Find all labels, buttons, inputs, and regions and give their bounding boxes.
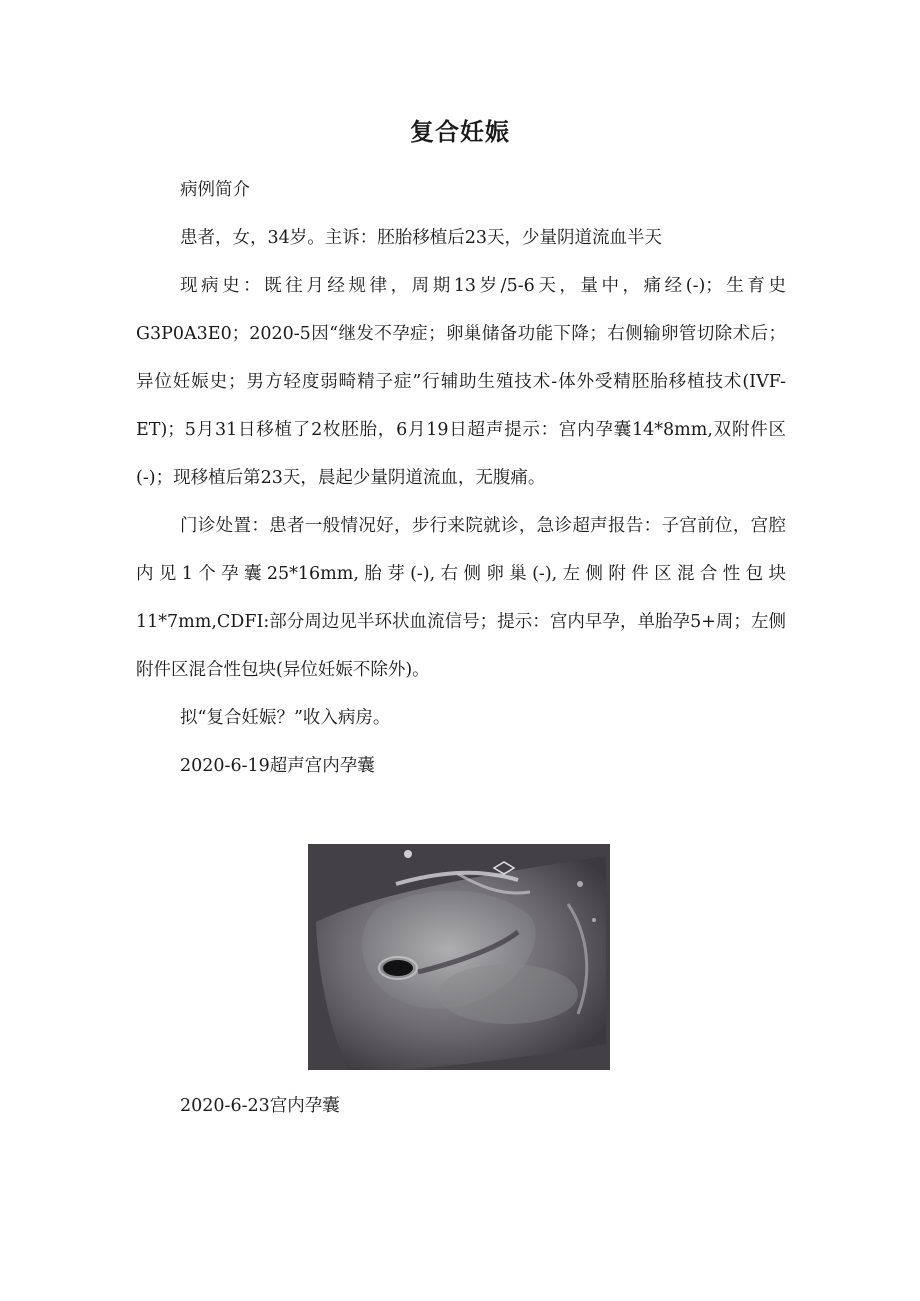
figure-caption-1: 2020-6-19超声宫内孕囊 (180, 756, 375, 776)
chief-complaint-paragraph: 患者，女，34岁。主诉：胚胎移植后23天，少量阴道流血半天 (180, 228, 663, 248)
document-title: 复合妊娠 (410, 118, 510, 146)
section-heading: 病例简介 (180, 180, 250, 200)
ultrasound-image (308, 844, 610, 1070)
present-history-paragraph: 现病史：既往月经规律，周期13岁/5-6天，量中，痛经(-)；生育史G3P0A3E0；2020-5因“继发不孕症；卵巢储备功能下降；右侧输卵管切除术后；异位妊娠史；男方轻度弱畸精子症”行辅助生殖技术-体外受精胚胎移植技术(IVF-ET)；5月31日移植了2枚胚胎，6月19日超声提示：宫内孕囊14*8mm,双附件区(-)；现移植后第23天，晨起少量阴道流血，无腹痛。 (136, 276, 786, 488)
document-body (136, 166, 786, 790)
admission-paragraph: 拟“复合妊娠？”收入病房。 (180, 708, 391, 728)
figure-caption-2: 2020-6-23宫内孕囊 (180, 1096, 340, 1116)
outpatient-paragraph: 门诊处置：患者一般情况好，步行来院就诊，急诊超声报告：子宫前位，宫腔内见1个孕囊25*16mm,胎芽(-),右侧卵巢(-),左侧附件区混合性包块11*7mm,CDFI:部分周边见半环状血流信号；提示：宫内早孕，单胎孕5+周；左侧附件区混合性包块(异位妊娠不除外)。 (136, 516, 786, 680)
ultrasound-graphic (308, 844, 610, 1070)
